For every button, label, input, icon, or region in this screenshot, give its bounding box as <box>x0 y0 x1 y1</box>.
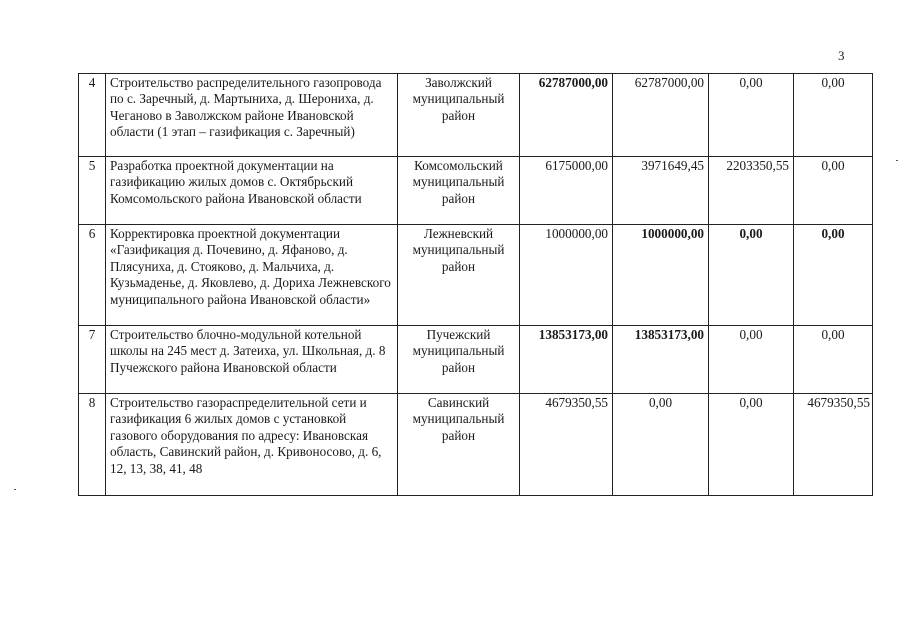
amount-col2: 0,00 <box>613 394 709 496</box>
table-row <box>79 74 873 157</box>
row-number: 7 <box>79 326 106 394</box>
row-number: 8 <box>79 394 106 496</box>
table-row <box>79 225 873 326</box>
district-name: Савинский муниципальный район <box>398 394 520 496</box>
amount-col4: 0,00 <box>794 157 873 225</box>
project-name: Корректировка проектной документации «Газификация д. Почевино, д. Яфаново, д. Плясуниха, д. Стояково, д. Мальчиха, д. Кузьмаденье, д. Яковлево, д. Дориха Лежневского муниципального района Ивановской области» <box>106 225 398 326</box>
row-number: 4 <box>79 74 106 157</box>
project-name: Строительство газораспределительной сети и газификация 6 жилых домов с установкой газового оборудования по адресу: Ивановская область, Савинский район, д. Кривоносово, д. 6, 12, 13, 38, 41, 48 <box>106 394 398 496</box>
amount-col3: 0,00 <box>709 326 794 394</box>
total-amount: 4679350,55 <box>520 394 613 496</box>
district-name: Заволжский муниципальный район <box>398 74 520 157</box>
amount-col2: 3971649,45 <box>613 157 709 225</box>
row-number: 5 <box>79 157 106 225</box>
district-name: Пучежский муниципальный район <box>398 326 520 394</box>
scan-speck <box>14 489 16 490</box>
scan-speck <box>896 160 898 161</box>
district-name: Лежневский муниципальный район <box>398 225 520 326</box>
row-number: 6 <box>79 225 106 326</box>
amount-col4: 0,00 <box>794 326 873 394</box>
table-row <box>79 326 873 394</box>
table-row <box>79 157 873 225</box>
total-amount: 62787000,00 <box>520 74 613 157</box>
amount-col4: 0,00 <box>794 74 873 157</box>
project-name: Строительство распределительного газопровода по с. Заречный, д. Мартыниха, д. Шерониха, д. Чеганово в Заволжском районе Ивановской области (1 этап – газификация с. Заречный) <box>106 74 398 157</box>
total-amount: 1000000,00 <box>520 225 613 326</box>
table-row <box>79 394 873 496</box>
district-name: Комсомольский муниципальный район <box>398 157 520 225</box>
amount-col2: 13853173,00 <box>613 326 709 394</box>
total-amount: 13853173,00 <box>520 326 613 394</box>
total-amount: 6175000,00 <box>520 157 613 225</box>
projects-table <box>78 73 873 496</box>
amount-col3: 2203350,55 <box>709 157 794 225</box>
amount-col4: 0,00 <box>794 225 873 326</box>
project-name: Строительство блочно-модульной котельной школы на 245 мест д. Затеиха, ул. Школьная, д. 8 Пучежского района Ивановской области <box>106 326 398 394</box>
amount-col3: 0,00 <box>709 74 794 157</box>
amount-col3: 0,00 <box>709 225 794 326</box>
page-number: 3 <box>838 48 845 63</box>
amount-col2: 1000000,00 <box>613 225 709 326</box>
amount-col3: 0,00 <box>709 394 794 496</box>
amount-col4: 4679350,55 <box>794 394 873 496</box>
amount-col2: 62787000,00 <box>613 74 709 157</box>
project-name: Разработка проектной документации на газификацию жилых домов с. Октябрьский Комсомольского района Ивановской области <box>106 157 398 225</box>
